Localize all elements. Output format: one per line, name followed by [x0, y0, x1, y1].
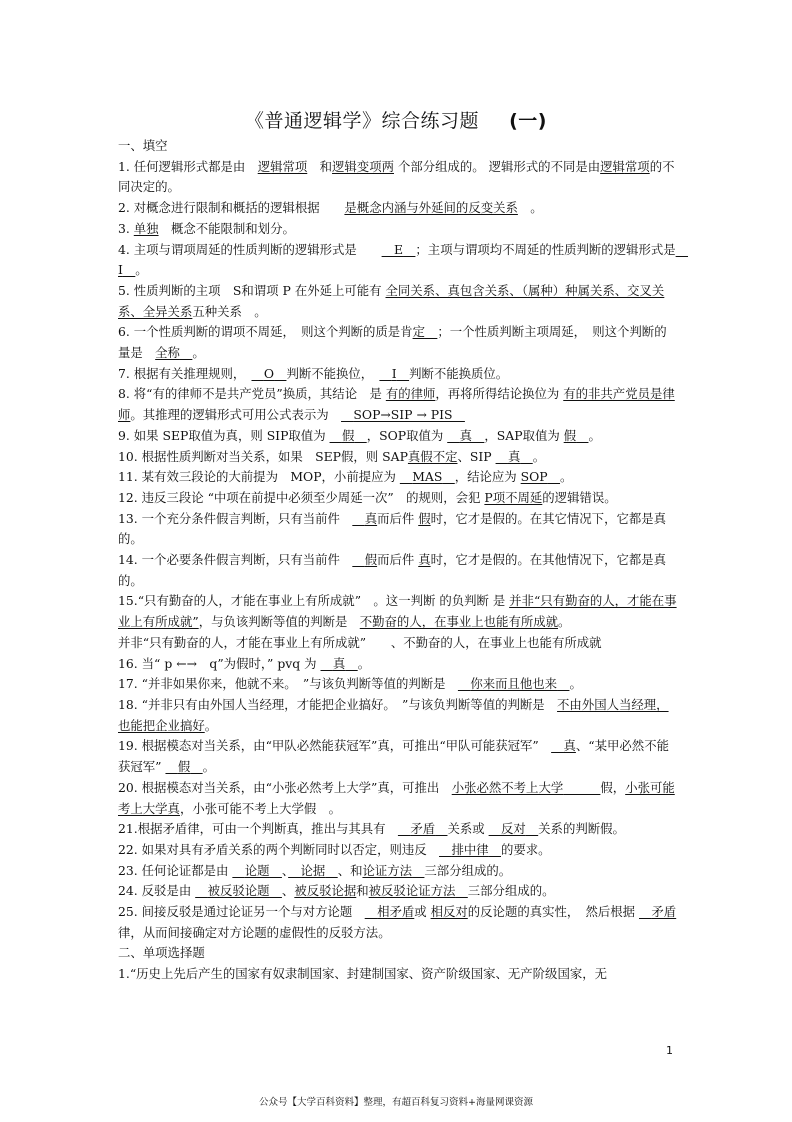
question-18: 18. “并非只有由外国人当经理，才能把企业搞好。 ”与该负判断等值的判断是 不由外国人当经理，也能把企业搞好。	[118, 696, 669, 733]
question-9: 9. 如果 SEP取值为真，则 SIP取值为 假 ，SOP取值为 真 ，SAP取值为 假 。	[118, 427, 601, 443]
title-paren: (一)	[509, 110, 547, 132]
answer-blank: MAS	[412, 469, 443, 485]
answer-blank: 小张可能考上大学真	[118, 779, 675, 816]
answer-blank: 矛盾	[651, 904, 677, 920]
question-11: 11. 某有效三段论的大前提为 MOP，小前提应为 MAS ，结论应为 SOP 。	[118, 469, 573, 485]
page-footer: 公众号【大学百科资料】整理，有超百科复习资料+海量网课资源	[259, 1097, 533, 1108]
answer-blank: 逻辑	[600, 158, 625, 174]
answer-blank: 真	[459, 427, 472, 443]
answer-blank: 相矛盾	[377, 904, 415, 920]
page-title	[0, 106, 792, 133]
answer-blank: 被反驳论据	[294, 883, 357, 899]
question-21: 21.根据矛盾律，可由一个判断真，推出与其具有 矛盾 关系或 反对 关系的判断假。	[118, 821, 625, 837]
answer-blank: 逻辑变项两	[332, 158, 394, 174]
answer-blank: 论题	[244, 862, 270, 878]
answer-blank: SOP	[520, 469, 548, 485]
question-3: 3. 单独 概念不能限制和划分。	[118, 220, 295, 236]
page-number: 1	[666, 1044, 673, 1057]
question-19: 19. 根据模态对当关系，由“甲队必然能获冠军”真，可推出“甲队可能获冠军” 真、“某甲必然不能获冠军” 假 。	[118, 738, 669, 775]
answer-blank: 真	[507, 448, 521, 464]
question-16: 16. 当“ p ←→ q”为假时，” pvq 为 真 。	[118, 655, 371, 671]
question-23: 23. 任何论证都是由 论题 、 论据 、和论证方法 三部分组成的。	[118, 862, 512, 878]
answer-blank: 真	[364, 510, 378, 526]
answer-blank: 常项	[624, 158, 650, 174]
answer-blank: 假	[341, 427, 355, 443]
answer-blank: 真	[563, 738, 576, 754]
answer-blank: SOP→SIP → PIS	[353, 407, 453, 423]
answer-blank: 论证方法	[362, 862, 413, 878]
answer-blank: 不由外国人当经理，也能把企业搞好	[118, 696, 669, 733]
question-22: 22. 如果对具有矛盾关系的两个判断同时以否定，则违反 排中律 的要求。	[118, 841, 551, 857]
answer-blank: P项不周延	[484, 489, 543, 505]
question-10: 10. 根据性质判断对当关系，如果 SEP假，则 SAP真假不定、SIP 真 。	[118, 448, 546, 464]
answer-blank: I	[118, 262, 123, 278]
answer-blank: 被反驳论题	[207, 883, 270, 899]
answer-blank: O	[263, 365, 275, 381]
question-20: 20. 根据模态对当关系，由“小张必然考上大学”真，可推出 小张必然不考上大学 假，小张可能考上大学真，小张可能不考上大学假 。	[118, 779, 675, 816]
answer-blank: 真	[418, 552, 431, 568]
answer-blank: 排中律	[451, 841, 489, 857]
answer-blank: 并非“只有勤奋的人，才能在事业上有所成就”	[118, 593, 677, 630]
answer-blank: 全同关系、真包含关系、（属种）种属关系、交叉关系、全异关系	[118, 282, 665, 319]
answer-blank: 假	[418, 510, 431, 526]
question-12: 12. 违反三段论 “中项在前提中必须至少周延一次” 的规则，会犯 P项不周延的逻辑错误。	[118, 489, 617, 505]
answer-blank: I	[391, 365, 397, 381]
section-heading-choice: 二、单项选择题	[118, 945, 205, 961]
answer-blank: 假	[177, 759, 191, 775]
answer-blank: 单独	[133, 220, 159, 236]
section-heading-fill: 一、填空	[118, 138, 168, 153]
answer-blank: 你来而且他也来	[470, 676, 558, 692]
answer-blank: 有的律师	[385, 386, 436, 402]
question-6: 6. 一个性质判断的谓项不周延， 则这个判断的质是肯定 ；一个性质判断主项周延， 则这个判断的量是 全称 。	[118, 324, 667, 361]
question-5: 5. 性质判断的主项 S和谓项 P 在外延上可能有 全同关系、真包含关系、（属种）种属关系、交叉关系、全异关系五种关系 。	[118, 282, 665, 319]
question-15: 15.“只有勤奋的人，才能在事业上有所成就” 。这一判断 的负判断 是 并非“只有勤奋的人，才能在事业上有所成就”，与负该判断等值的判断是 不勤奋的人，在事业上也能有所成就。	[118, 593, 677, 630]
answer-blank: 真	[332, 655, 346, 671]
answer-blank: 假	[364, 552, 378, 568]
question-14: 14. 一个必要条件假言判断，只有当前件 假而后件 真时，它才是假的。在其他情况下，它都是真的。	[118, 552, 667, 588]
answer-blank: 反对	[501, 821, 526, 837]
answer-blank: 定	[412, 324, 425, 340]
answer-blank: 相反对	[430, 904, 468, 920]
question-17: 17. “并非如果你来，他就不来。 ”与该负判断等值的判断是 你来而且他也来 。	[118, 676, 582, 692]
question-8: 8. 将“有的律师不是共产党员”换质，其结论 是 有的律师，再将所得结论换位为 有的非共产党员是律师。其推理的逻辑形式可用公式表示为 SOP→SIP → PIS	[118, 386, 675, 423]
question-1: 1. 任何逻辑形式都是由 逻辑常项 和逻辑变项两 个部分组成的。 逻辑形式的不同是由逻辑常项的不同决定的。	[118, 158, 675, 195]
answer-blank: 是概念内涵与外延间的反变关系	[344, 200, 518, 216]
exercise-content	[118, 136, 678, 985]
answer-blank: 论据	[300, 862, 326, 878]
answer-blank: 真假不定	[407, 448, 458, 464]
question-2: 2. 对概念进行限制和概括的逻辑根据 是概念内涵与外延间的反变关系 。	[118, 200, 543, 216]
question-4: 4. 主项与谓项周延的性质判断的逻辑形式是 E ；主项与谓项均不周延的性质判断的逻辑形式是 I 。	[118, 240, 678, 281]
choice-question-1: 1.“历史上先后产生的国家有奴隶制国家、封建制国家、资产阶级国家、无产阶级国家，无	[118, 966, 608, 982]
question-25: 25. 间接反驳是通过论证另一个与对方论题 相矛盾或 相反对的反论题的真实性， 然后根据 矛盾律，从而间接确定对方论题的虚假性的反驳方法。	[118, 904, 677, 940]
answer-blank: 假	[563, 427, 577, 443]
answer-blank: 有的非共产党员是律师	[118, 386, 675, 423]
answer-blank: 被反驳论证方法	[368, 883, 456, 899]
answer-blank: 全称	[155, 345, 180, 361]
question-24: 24. 反驳是由 被反驳论题 、被反驳论据和被反驳论证方法 三部分组成的。	[118, 883, 555, 899]
question-7: 7. 根据有关推理规则， O 判断不能换位， I 判断不能换质位。	[118, 365, 509, 381]
answer-blank: 矛盾	[410, 821, 436, 837]
question-15-answer: 并非“只有勤奋的人，才能在事业上有所成就” 、不勤奋的人，在事业上也能有所成就	[118, 634, 602, 650]
question-13: 13. 一个充分条件假言判断，只有当前件 真而后件 假时，它才是假的。在其它情况下，它都是真的。	[118, 510, 667, 547]
answer-blank: 小张必然不考上大学	[451, 779, 564, 795]
answer-blank: 逻辑常项	[257, 158, 308, 174]
title-text: 《普通逻辑学》综合练习题	[245, 110, 480, 132]
answer-blank: 不勤奋的人，在事业上也能有所成就	[359, 614, 559, 630]
answer-blank: E	[393, 241, 404, 257]
